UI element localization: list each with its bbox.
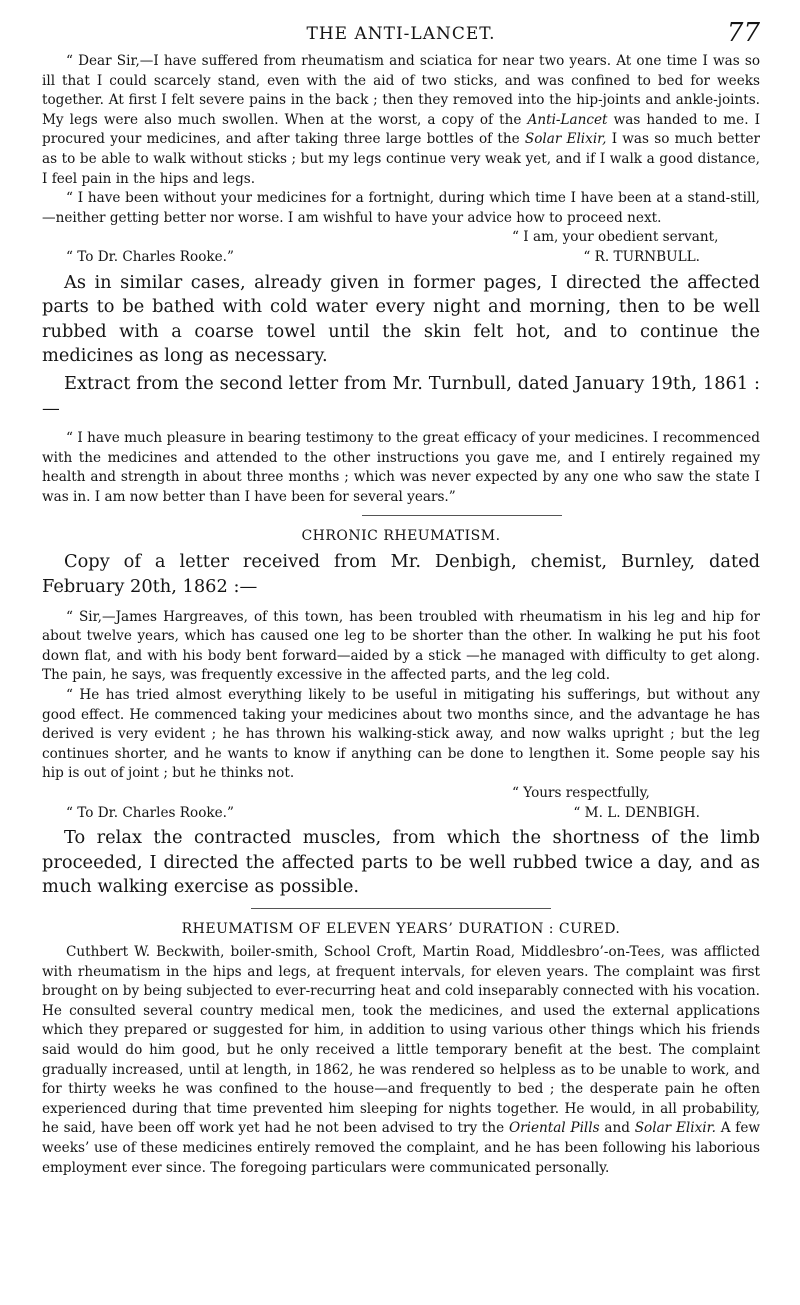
title-oriental-pills: Oriental Pills — [508, 1120, 600, 1137]
letter1-closing: “ I am, your obedient servant, — [512, 229, 719, 246]
heading-chronic-rheumatism: CHRONIC RHEUMATISM. — [301, 528, 501, 545]
divider — [362, 515, 562, 516]
title-anti-lancet: Anti-Lancet — [527, 111, 608, 128]
letter2-paragraph: “ I have much pleasure in bearing testimony to the great efficacy of your medicines. I recommenced with the medicines and attended to the other instructions you gave me, and I entirely regained my health and strength in about three months ; which was never expected by any one who saw the state I was in. I am now better than I have been for several years.” — [42, 430, 760, 505]
letter3-addressee: “ To Dr. Charles Rooke.” — [66, 804, 234, 821]
letter3-paragraph-1: “ Sir,—James Hargreaves, of this town, has been troubled with rheumatism in his leg and hip for about twelve years, which has caused one leg to be shorter than the other. In walking he put his foot down flat, and with his body bent forward—aided by a stick —he managed with difficulty to get along. The pain, he says, was frequently excessive in the affected parts, and the leg cold. — [42, 608, 760, 684]
commentary-1: As in similar cases, already given in former pages, I directed the affected parts to be bathed with cold water every night and morning, then to be well rubbed with a coarse towel until the skin felt hot, and to continue the medicines as long as necessary. — [42, 271, 760, 367]
intro-second-letter: Extract from the second letter from Mr. Turnbull, dated January 19th, 1861 :— — [42, 372, 760, 419]
running-head — [42, 18, 760, 52]
intro-denbigh-letter: Copy of a letter received from Mr. Denbigh, chemist, Burnley, dated February 20th, 1862 :— — [42, 551, 760, 598]
letter1-paragraph-2: “ I have been without your medicines for a fortnight, during which time I have been at a stand-still,—neither getting better nor worse. I am wishful to have your advice how to proceed next. — [42, 190, 760, 226]
running-title: THE ANTI-LANCET. — [306, 24, 496, 44]
letter1-signature: “ R. TURNBULL. — [583, 248, 700, 265]
letter3-signature: “ M. L. DENBIGH. — [573, 804, 700, 821]
heading-eleven-years: RHEUMATISM OF ELEVEN YEARS’ DURATION : CURED. — [181, 920, 621, 937]
page-number: 77 — [726, 18, 760, 48]
title-solar-elixir-2: Solar Elixir. — [634, 1120, 716, 1137]
divider — [251, 908, 551, 909]
letter1-addressee: “ To Dr. Charles Rooke.” — [66, 248, 234, 265]
letter1-paragraph-1: “ Dear Sir,—I have suffered from rheumatism and sciatica for near two years. At one time I was so ill that I could scarcely stand, even with the aid of two sticks, and was confined to bed for weeks together. At first I felt severe pains in the back ; then they removed into the hip-joints and ankle-joints. My legs were also much swollen. When at the worst, a copy of the Anti-Lancet was handed to me. I procured your medicines, and after taking three large bottles of the Solar Elixir, I was so much better as to be able to walk without sticks ; but my legs continue very weak yet, and if I walk a good distance, I feel pain in the hips and legs. — [42, 53, 761, 187]
commentary-2: To relax the contracted muscles, from which the shortness of the limb proceeded, I directed the affected parts to be well rubbed twice a day, and as much walking exercise as possible. — [42, 827, 760, 898]
case3-paragraph: Cuthbert W. Beckwith, boiler-smith, School Croft, Martin Road, Middlesbro’-on-Tees, was afflicted with rheumatism in the hips and legs, at frequent intervals, for eleven years. The complaint was first brought on by being subjected to ever-recurring heat and cold inseparably connected with his vocation. He consulted several country medical men, took the medicines, and used the external applications which they prepared or suggested for him, in addition to using various other things which his friends said would do him good, but he only received a little temporary benefit at the best. The complaint gradually increased, until at length, in 1862, he was rendered so helpless as to be unable to work, and for thirty weeks he was confined to the house—and frequently to bed ; the desperate pain he often experienced during that time prevented him sleeping for nights together. He would, in all probability, he said, have been off work yet had he not been advised to try the Oriental Pills and Solar Elixir. A few weeks’ use of these medicines entirely removed the complaint, and he has been following his laborious employment ever since. The foregoing particulars were communicated personally. — [42, 943, 761, 1176]
letter1-sign-row — [42, 248, 760, 268]
letter3-paragraph-2: “ He has tried almost everything likely to be useful in mitigating his sufferings, but without any good effect. He commenced taking your medicines about two months since, and the advantage he has derived is very evident ; he has thrown his walking-stick away, and now walks upright ; but the leg continues shorter, and he wants to know if anything can be done to lengthen it. Some people say his hip is out of joint ; but he thinks not. — [42, 687, 760, 782]
letter3-closing: “ Yours respectfully, — [512, 785, 650, 801]
letter3-sign-row — [42, 804, 760, 824]
title-solar-elixir: Solar Elixir, — [524, 131, 607, 148]
